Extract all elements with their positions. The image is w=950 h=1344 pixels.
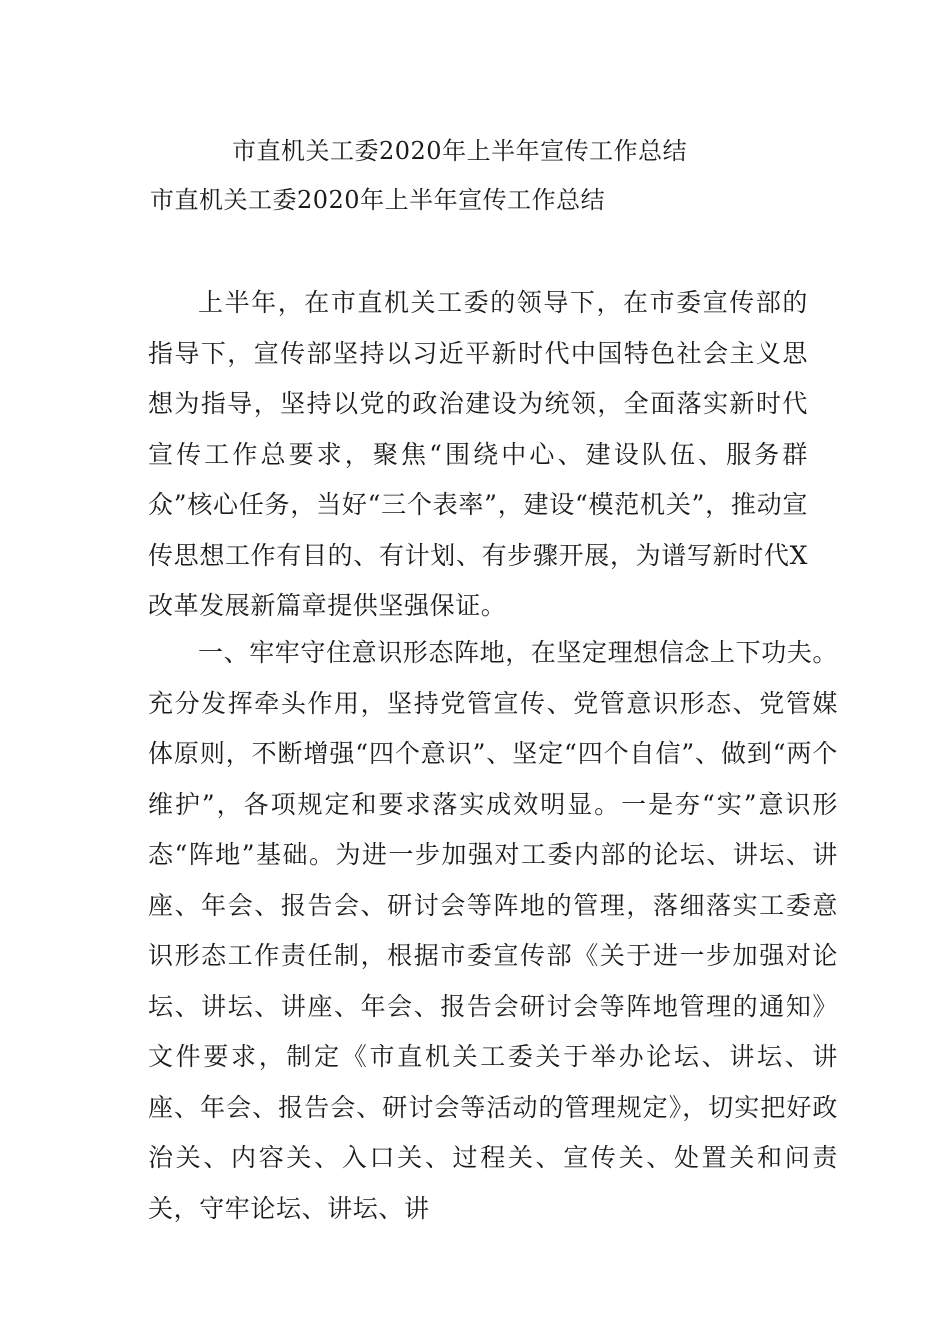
body-paragraph-section-one — [148, 628, 838, 1234]
document-title: 市直机关工委2020年上半年宣传工作总结 — [232, 137, 688, 165]
paragraph-text: 一、牢牢守住意识形态阵地，在坚定理想信念上下功夫。充分发挥牵头作用，坚持党管宣传、党管意识形态、党管媒体原则，不断增强“四个意识”、坚定“四个自信”、做到“两个维护”，各项规定和要求落实成效明显。一是夯“实”意识形态“阵地”基础。为进一步加强对工委内部的论坛、讲坛、讲座、年会、报告会、研讨会等阵地的管理，落细落实工委意识形态工作责任制，根据市委宣传部《关于进一步加强对论坛、讲坛、讲座、年会、报告会研讨会等阵地管理的通知》文件要求，制定《市直机关工委关于举办论坛、讲坛、讲座、年会、报告会、研讨会等活动的管理规定》，切实把好政治关、内容关、入口关、过程关、宣传关、处置关和问责关，守牢论坛、讲坛、讲 — [148, 638, 839, 1223]
body-paragraph-intro — [148, 278, 808, 632]
document-subtitle: 市直机关工委2020年上半年宣传工作总结 — [150, 186, 606, 214]
paragraph-text: 上半年，在市直机关工委的领导下，在市委宣传部的指导下，宣传部坚持以习近平新时代中国特色社会主义思想为指导，坚持以党的政治建设为统领，全面落实新时代宣传工作总要求，聚焦“围绕中心、建设队伍、服务群众”核心任务，当好“三个表率”，建设“模范机关”，推动宣传思想工作有目的、有计划、有步骤开展，为谱写新时代X改革发展新篇章提供坚强保证。 — [148, 288, 808, 620]
